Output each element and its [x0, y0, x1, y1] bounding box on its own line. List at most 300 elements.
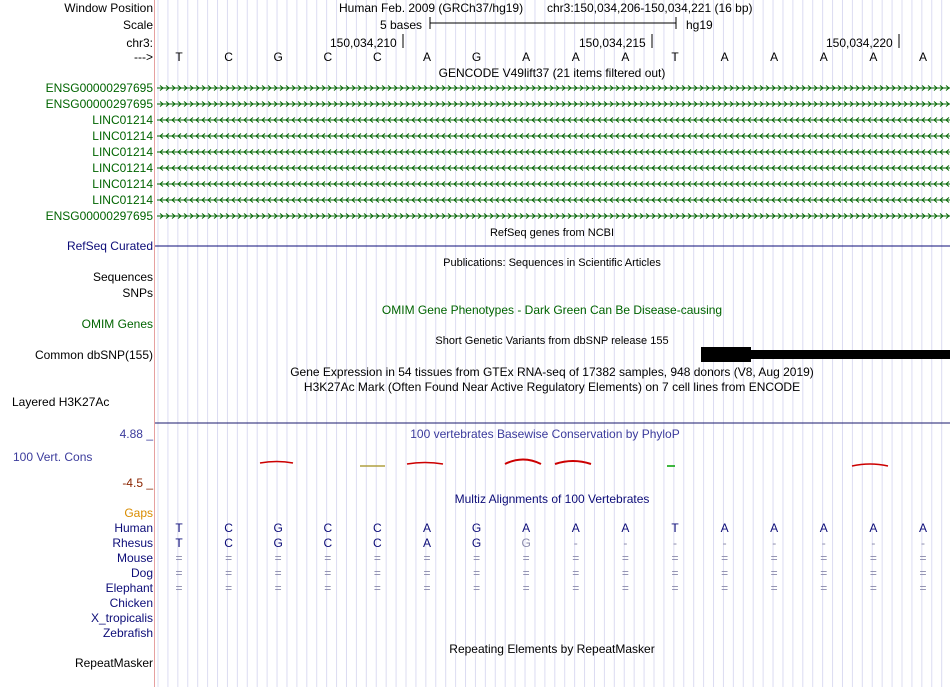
strand-arrow — [712, 182, 715, 187]
strand-arrow — [352, 134, 355, 139]
strand-arrow — [736, 166, 739, 171]
strand-arrow — [208, 150, 211, 155]
strand-arrow — [634, 150, 637, 155]
strand-arrow — [190, 134, 193, 139]
strand-arrow — [850, 134, 853, 139]
omim-label[interactable]: OMIM Genes — [81, 317, 153, 331]
strand-arrow — [502, 214, 505, 219]
strand-arrow — [868, 86, 871, 91]
alignment-base: - — [673, 536, 677, 550]
strand-arrow — [778, 198, 781, 203]
strand-arrow — [694, 86, 697, 91]
strand-arrow — [256, 150, 259, 155]
strand-arrow — [160, 118, 163, 123]
strand-arrow — [322, 118, 325, 123]
species-label-mouse[interactable]: Mouse — [116, 551, 153, 565]
strand-arrow — [712, 198, 715, 203]
strand-arrow — [562, 102, 565, 107]
species-label-dog[interactable]: Dog — [130, 566, 153, 580]
strand-arrow — [406, 118, 409, 123]
strand-arrow — [466, 102, 469, 107]
strand-arrow — [670, 118, 673, 123]
strand-arrow — [766, 118, 769, 123]
strand-arrow — [754, 118, 757, 123]
strand-arrow — [556, 102, 559, 107]
strand-arrow — [670, 182, 673, 187]
alignment-base: = — [869, 551, 877, 565]
strand-arrow — [256, 86, 259, 91]
strand-arrow — [340, 86, 343, 91]
gencode-item-label[interactable]: LINC01214 — [92, 161, 153, 175]
strand-arrow — [754, 150, 757, 155]
strand-arrow — [358, 214, 361, 219]
gencode-item-label[interactable]: LINC01214 — [92, 193, 153, 207]
strand-arrow — [304, 118, 307, 123]
strand-arrow — [268, 198, 271, 203]
gencode-item-label[interactable]: LINC01214 — [92, 113, 153, 127]
strand-arrow — [520, 198, 523, 203]
strand-arrow — [898, 182, 901, 187]
strand-arrow — [892, 102, 895, 107]
strand-arrow — [232, 166, 235, 171]
strand-arrow — [526, 102, 529, 107]
strand-arrow — [232, 86, 235, 91]
strand-arrow — [916, 182, 919, 187]
repeatmasker-title: Repeating Elements by RepeatMasker — [449, 642, 655, 656]
strand-arrow — [160, 214, 163, 219]
strand-arrow — [364, 198, 367, 203]
strand-arrow — [250, 86, 253, 91]
strand-arrow — [688, 166, 691, 171]
strand-arrow — [388, 214, 391, 219]
strand-arrow — [910, 134, 913, 139]
strand-arrow — [274, 198, 277, 203]
strand-arrow — [652, 166, 655, 171]
strand-arrow — [310, 214, 313, 219]
strand-arrow — [514, 150, 517, 155]
strand-arrow — [604, 182, 607, 187]
strand-arrow — [178, 150, 181, 155]
strand-arrow — [706, 134, 709, 139]
strand-arrow — [634, 214, 637, 219]
strand-arrow — [808, 214, 811, 219]
species-label-chicken[interactable]: Chicken — [109, 596, 153, 610]
strand-arrow — [658, 150, 661, 155]
gencode-item-label[interactable]: ENSG00000297695 — [45, 97, 153, 111]
strand-arrow — [412, 166, 415, 171]
strand-arrow — [820, 166, 823, 171]
strand-arrow — [376, 150, 379, 155]
strand-arrow — [622, 150, 625, 155]
alignment-base: C — [373, 521, 382, 535]
strand-arrow — [874, 134, 877, 139]
snps-label[interactable]: SNPs — [122, 286, 153, 300]
species-label-elephant[interactable]: Elephant — [105, 581, 153, 595]
strand-arrow — [484, 134, 487, 139]
strand-arrow — [724, 86, 727, 91]
alignment-base: = — [621, 581, 629, 595]
strand-arrow — [826, 150, 829, 155]
strand-arrow — [328, 118, 331, 123]
strand-arrow — [358, 86, 361, 91]
strand-arrow — [550, 214, 553, 219]
strand-arrow — [652, 198, 655, 203]
strand-arrow — [316, 118, 319, 123]
gencode-item-label[interactable]: ENSG00000297695 — [45, 81, 153, 95]
strand-arrow — [688, 214, 691, 219]
strand-arrow — [916, 86, 919, 91]
strand-arrow — [220, 198, 223, 203]
strand-arrow — [436, 86, 439, 91]
repeatmasker-label[interactable]: RepeatMasker — [74, 656, 153, 670]
strand-arrow — [874, 198, 877, 203]
strand-arrow — [922, 198, 925, 203]
species-label-rhesus[interactable]: Rhesus — [112, 536, 153, 550]
strand-arrow — [796, 150, 799, 155]
strand-arrow — [742, 198, 745, 203]
strand-arrow — [448, 214, 451, 219]
strand-arrow — [310, 102, 313, 107]
strand-arrow — [598, 118, 601, 123]
strand-arrow — [340, 118, 343, 123]
species-label-zebrafish[interactable]: Zebrafish — [102, 626, 153, 640]
strand-arrow — [220, 118, 223, 123]
strand-arrow — [496, 102, 499, 107]
strand-arrow — [784, 86, 787, 91]
alignment-base: A — [522, 521, 531, 535]
cons-label[interactable]: 100 Vert. Cons — [13, 450, 93, 464]
strand-arrow — [760, 214, 763, 219]
strand-arrow — [364, 86, 367, 91]
strand-arrow — [802, 166, 805, 171]
strand-arrow — [454, 150, 457, 155]
strand-arrow — [694, 182, 697, 187]
strand-arrow — [868, 214, 871, 219]
strand-arrow — [232, 182, 235, 187]
strand-arrow — [310, 86, 313, 91]
dbsnp-variant-bar[interactable] — [751, 350, 950, 359]
gencode-item-label[interactable]: LINC01214 — [92, 129, 153, 143]
strand-arrow — [802, 118, 805, 123]
sequence-base: A — [869, 50, 878, 64]
strand-arrow — [832, 166, 835, 171]
strand-arrow — [658, 182, 661, 187]
strand-arrow — [364, 182, 367, 187]
strand-arrow — [172, 86, 175, 91]
strand-arrow — [196, 118, 199, 123]
strand-arrow — [610, 198, 613, 203]
strand-arrow — [436, 118, 439, 123]
strand-arrow — [634, 86, 637, 91]
strand-arrow — [934, 134, 937, 139]
species-label-x_tropicalis[interactable]: X_tropicalis — [90, 611, 153, 625]
strand-arrow — [172, 102, 175, 107]
strand-arrow — [496, 86, 499, 91]
strand-arrow — [604, 134, 607, 139]
strand-arrow — [928, 86, 931, 91]
strand-arrow — [682, 166, 685, 171]
strand-arrow — [796, 182, 799, 187]
strand-arrow — [310, 150, 313, 155]
strand-arrow — [802, 86, 805, 91]
strand-arrow — [820, 86, 823, 91]
strand-arrow — [550, 198, 553, 203]
strand-arrow — [910, 118, 913, 123]
strand-arrow — [508, 166, 511, 171]
strand-arrow — [316, 166, 319, 171]
strand-arrow — [700, 150, 703, 155]
strand-arrow — [628, 102, 631, 107]
strand-arrow — [424, 166, 427, 171]
strand-arrow — [586, 134, 589, 139]
strand-arrow — [502, 150, 505, 155]
strand-arrow — [538, 166, 541, 171]
strand-arrow — [532, 166, 535, 171]
strand-arrow — [412, 134, 415, 139]
strand-arrow — [280, 214, 283, 219]
strand-arrow — [358, 198, 361, 203]
strand-arrow — [784, 182, 787, 187]
strand-arrow — [184, 166, 187, 171]
alignment-base: = — [423, 551, 431, 565]
strand-arrow — [166, 166, 169, 171]
strand-arrow — [664, 166, 667, 171]
strand-arrow — [802, 150, 805, 155]
strand-arrow — [928, 166, 931, 171]
refseq-label[interactable]: RefSeq Curated — [66, 239, 153, 253]
strand-arrow — [196, 166, 199, 171]
strand-arrow — [832, 118, 835, 123]
cons-peak-5 — [555, 461, 591, 464]
strand-arrow — [736, 134, 739, 139]
species-label-human[interactable]: Human — [114, 521, 153, 535]
strand-arrow — [418, 86, 421, 91]
alignment-base: - — [772, 536, 777, 550]
strand-arrow — [724, 134, 727, 139]
strand-arrow — [820, 134, 823, 139]
strand-arrow — [454, 118, 457, 123]
strand-arrow — [694, 214, 697, 219]
alignment-base: G — [521, 536, 531, 550]
cons-wiggle[interactable] — [155, 450, 950, 475]
strand-arrow — [226, 166, 229, 171]
strand-arrow — [898, 118, 901, 123]
strand-arrow — [508, 198, 511, 203]
strand-arrow — [226, 150, 229, 155]
strand-arrow — [892, 118, 895, 123]
gencode-item-label[interactable]: LINC01214 — [92, 145, 153, 159]
strand-arrow — [376, 198, 379, 203]
alignment-base: = — [820, 551, 828, 565]
strand-arrow — [574, 166, 577, 171]
strand-arrow — [358, 166, 361, 171]
gaps-label[interactable]: Gaps — [124, 506, 153, 520]
strand-arrow — [586, 198, 589, 203]
strand-arrow — [580, 214, 583, 219]
strand-arrow — [232, 198, 235, 203]
strand-arrow — [460, 86, 463, 91]
strand-arrow — [658, 166, 661, 171]
strand-arrow — [502, 166, 505, 171]
strand-arrow — [466, 166, 469, 171]
strand-arrow — [496, 214, 499, 219]
strand-arrow — [754, 134, 757, 139]
strand-arrow — [634, 182, 637, 187]
strand-arrow — [262, 214, 265, 219]
strand-arrow — [274, 150, 277, 155]
strand-arrow — [400, 102, 403, 107]
strand-arrow — [202, 214, 205, 219]
strand-arrow — [850, 198, 853, 203]
strand-arrow — [556, 134, 559, 139]
strand-arrow — [460, 198, 463, 203]
strand-arrow — [928, 118, 931, 123]
strand-arrow — [520, 134, 523, 139]
strand-arrow — [400, 166, 403, 171]
strand-arrow — [790, 86, 793, 91]
strand-arrow — [262, 198, 265, 203]
strand-arrow — [268, 102, 271, 107]
strand-arrow — [160, 134, 163, 139]
strand-arrow — [766, 166, 769, 171]
strand-arrow — [394, 150, 397, 155]
strand-arrow — [568, 86, 571, 91]
strand-arrow — [334, 198, 337, 203]
strand-arrow — [670, 198, 673, 203]
strand-arrow — [190, 102, 193, 107]
strand-arrow — [934, 166, 937, 171]
strand-arrow — [454, 198, 457, 203]
strand-arrow — [694, 150, 697, 155]
strand-arrow — [172, 214, 175, 219]
strand-arrow — [724, 102, 727, 107]
gencode-title: GENCODE V49lift37 (21 items filtered out) — [438, 66, 666, 80]
alignment-base: T — [671, 521, 679, 535]
strand-arrow — [736, 198, 739, 203]
strand-arrow — [820, 214, 823, 219]
strand-arrow — [532, 134, 535, 139]
strand-arrow — [286, 86, 289, 91]
dbsnp-label[interactable]: Common dbSNP(155) — [34, 348, 153, 362]
strand-arrow — [298, 134, 301, 139]
alignment-base: = — [423, 566, 431, 580]
strand-arrow — [280, 166, 283, 171]
strand-arrow — [874, 182, 877, 187]
strand-arrow — [496, 198, 499, 203]
strand-arrow — [226, 198, 229, 203]
strand-arrow — [784, 134, 787, 139]
strand-arrow — [796, 134, 799, 139]
alignment-base: = — [770, 566, 778, 580]
strand-arrow — [736, 86, 739, 91]
strand-arrow — [934, 86, 937, 91]
strand-arrow — [262, 150, 265, 155]
h3k27ac-label[interactable]: Layered H3K27Ac — [12, 395, 110, 409]
alignment-base: - — [623, 536, 628, 550]
strand-arrow — [388, 118, 391, 123]
strand-arrow — [178, 166, 181, 171]
alignment-base: C — [224, 521, 233, 535]
strand-arrow — [250, 166, 253, 171]
strand-arrow — [490, 118, 493, 123]
gencode-item-label[interactable]: ENSG00000297695 — [45, 209, 153, 223]
strand-arrow — [562, 214, 565, 219]
strand-arrow — [838, 198, 841, 203]
strand-arrow — [706, 86, 709, 91]
strand-arrow — [862, 166, 865, 171]
strand-arrow — [298, 166, 301, 171]
strand-arrow — [466, 150, 469, 155]
strand-arrow — [214, 214, 217, 219]
position-text[interactable]: chr3:150,034,206-150,034,221 (16 bp) — [547, 1, 753, 15]
strand-arrow — [610, 166, 613, 171]
strand-arrow — [532, 214, 535, 219]
strand-arrow — [214, 150, 217, 155]
strand-arrow — [616, 214, 619, 219]
alignment-base: = — [919, 566, 927, 580]
sequence-base: T — [671, 50, 679, 64]
strand-arrow — [238, 118, 241, 123]
strand-arrow — [946, 150, 949, 155]
strand-arrow — [922, 214, 925, 219]
strand-arrow — [448, 86, 451, 91]
strand-arrow — [838, 166, 841, 171]
strand-arrow — [892, 86, 895, 91]
strand-arrow — [574, 102, 577, 107]
strand-arrow — [526, 86, 529, 91]
alignment-base: G — [471, 521, 482, 535]
strand-arrow — [724, 150, 727, 155]
strand-arrow — [646, 198, 649, 203]
strand-arrow — [868, 150, 871, 155]
strand-arrow — [556, 214, 559, 219]
strand-arrow — [688, 134, 691, 139]
strand-arrow — [826, 214, 829, 219]
strand-arrow — [568, 198, 571, 203]
strand-arrow — [814, 102, 817, 107]
assembly-text[interactable]: Human Feb. 2009 (GRCh37/hg19) — [339, 1, 524, 15]
strand-arrow — [700, 214, 703, 219]
dbsnp-variant-block[interactable] — [701, 347, 751, 362]
strand-arrow — [268, 214, 271, 219]
sequences-label[interactable]: Sequences — [92, 270, 153, 284]
gencode-item-label[interactable]: LINC01214 — [92, 177, 153, 191]
cons-peak-4 — [505, 460, 541, 465]
strand-arrow — [898, 102, 901, 107]
strand-arrow — [334, 150, 337, 155]
strand-arrow — [640, 166, 643, 171]
strand-arrow — [256, 198, 259, 203]
alignment-base: = — [274, 566, 282, 580]
strand-arrow — [790, 102, 793, 107]
strand-arrow — [622, 118, 625, 123]
strand-arrow — [616, 86, 619, 91]
strand-arrow — [592, 102, 595, 107]
strand-arrow — [688, 118, 691, 123]
sequence-base: G — [471, 50, 482, 64]
strand-arrow — [280, 86, 283, 91]
strand-arrow — [664, 118, 667, 123]
strand-arrow — [568, 118, 571, 123]
strand-arrow — [838, 214, 841, 219]
strand-arrow — [724, 198, 727, 203]
strand-arrow — [658, 134, 661, 139]
strand-arrow — [556, 166, 559, 171]
strand-arrow — [592, 198, 595, 203]
alignment-base: = — [373, 551, 381, 565]
h3k27ac-title: H3K27Ac Mark (Often Found Near Active Regulatory Elements) on 7 cell lines from ENCODE — [303, 380, 801, 394]
strand-arrow — [394, 182, 397, 187]
